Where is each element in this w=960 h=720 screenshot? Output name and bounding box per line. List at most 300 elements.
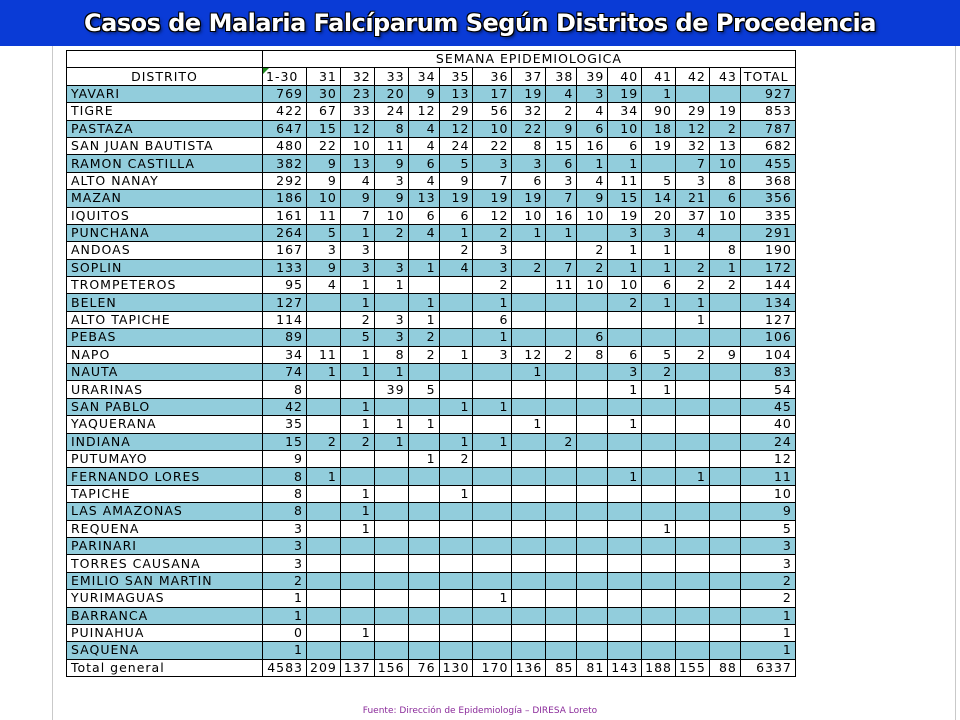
case-count-cell: 12 [340, 120, 374, 137]
district-name: URARINAS [67, 381, 263, 398]
case-count-cell: 6 [512, 172, 546, 189]
row-total-cell: 291 [740, 224, 795, 241]
case-count-cell: 3 [473, 346, 512, 363]
week-header-cell: 37 [512, 68, 546, 85]
case-count-cell: 6 [473, 311, 512, 328]
case-count-cell [408, 537, 439, 554]
case-count-cell [676, 433, 710, 450]
case-count-cell: 2 [408, 346, 439, 363]
case-count-cell [473, 607, 512, 624]
case-count-cell: 4 [408, 172, 439, 189]
case-count-cell: 186 [263, 190, 307, 207]
case-count-cell: 8 [709, 242, 740, 259]
table-body [67, 85, 796, 676]
row-total-cell: 853 [740, 103, 795, 120]
case-count-cell [439, 311, 473, 328]
table-row [67, 590, 796, 607]
case-count-cell: 10 [307, 190, 341, 207]
case-count-cell [709, 485, 740, 502]
case-count-cell: 6 [577, 329, 608, 346]
case-count-cell: 170 [473, 659, 512, 676]
case-count-cell [577, 485, 608, 502]
case-count-cell [512, 537, 546, 554]
case-count-cell: 10 [608, 277, 642, 294]
case-count-cell [709, 450, 740, 467]
case-count-cell [608, 590, 642, 607]
case-count-cell: 8 [263, 485, 307, 502]
case-count-cell: 35 [263, 416, 307, 433]
case-count-cell: 382 [263, 155, 307, 172]
case-count-cell [374, 537, 408, 554]
case-count-cell [676, 242, 710, 259]
case-count-cell [307, 607, 341, 624]
case-count-cell: 5 [439, 155, 473, 172]
case-count-cell [546, 468, 577, 485]
table-row [67, 624, 796, 641]
district-name: PUNCHANA [67, 224, 263, 241]
case-count-cell [473, 642, 512, 659]
table-row [67, 555, 796, 572]
district-name: SAN PABLO [67, 398, 263, 415]
case-count-cell [439, 624, 473, 641]
table-row [67, 259, 796, 276]
case-count-cell: 29 [439, 103, 473, 120]
case-count-cell [512, 485, 546, 502]
case-count-cell: 2 [546, 346, 577, 363]
row-total-cell: 2 [740, 590, 795, 607]
case-count-cell: 22 [307, 137, 341, 154]
case-count-cell: 10 [577, 277, 608, 294]
source-note: Fuente: Dirección de Epidemiología – DIRESA Loreto [362, 706, 598, 716]
row-total-cell: 3 [740, 555, 795, 572]
case-count-cell: 1 [439, 485, 473, 502]
case-count-cell [307, 572, 341, 589]
case-count-cell: 1 [340, 416, 374, 433]
case-count-cell [642, 155, 676, 172]
row-total-cell: 10 [740, 485, 795, 502]
case-count-cell: 37 [676, 207, 710, 224]
case-count-cell [512, 329, 546, 346]
case-count-cell: 3 [374, 172, 408, 189]
case-count-cell: 1 [439, 433, 473, 450]
case-count-cell: 2 [676, 259, 710, 276]
case-count-cell [439, 607, 473, 624]
case-count-cell: 9 [374, 190, 408, 207]
case-count-cell: 7 [546, 259, 577, 276]
case-count-cell: 19 [473, 190, 512, 207]
case-count-cell [546, 364, 577, 381]
case-count-cell [577, 381, 608, 398]
case-count-cell: 81 [577, 659, 608, 676]
case-count-cell: 3 [676, 172, 710, 189]
case-count-cell: 2 [546, 433, 577, 450]
case-count-cell: 2 [709, 277, 740, 294]
case-count-cell [608, 555, 642, 572]
case-count-cell: 1 [340, 294, 374, 311]
case-count-cell: 133 [263, 259, 307, 276]
district-name: SAQUENA [67, 642, 263, 659]
case-count-cell: 1 [512, 416, 546, 433]
case-count-cell: 1 [608, 416, 642, 433]
table-row [67, 572, 796, 589]
case-count-cell [608, 450, 642, 467]
total-header: TOTAL [740, 68, 795, 85]
case-count-cell: 3 [512, 155, 546, 172]
case-count-cell: 10 [608, 120, 642, 137]
row-total-cell: 104 [740, 346, 795, 363]
semana-header: SEMANA EPIDEMIOLOGICA [263, 51, 796, 68]
row-total-cell: 1 [740, 642, 795, 659]
case-count-cell [408, 520, 439, 537]
case-count-cell: 2 [473, 277, 512, 294]
case-count-cell [577, 294, 608, 311]
case-count-cell: 1 [473, 433, 512, 450]
district-name: SOPLIN [67, 259, 263, 276]
case-count-cell [709, 311, 740, 328]
case-count-cell [546, 485, 577, 502]
case-count-cell [408, 398, 439, 415]
case-count-cell: 7 [546, 190, 577, 207]
case-count-cell: 3 [374, 311, 408, 328]
week-header-cell: 41 [642, 68, 676, 85]
case-count-cell [642, 468, 676, 485]
case-count-cell [512, 607, 546, 624]
table-row [67, 450, 796, 467]
case-count-cell: 11 [307, 346, 341, 363]
case-count-cell [608, 503, 642, 520]
case-count-cell [642, 642, 676, 659]
case-count-cell: 1 [709, 259, 740, 276]
case-count-cell [374, 468, 408, 485]
case-count-cell: 15 [608, 190, 642, 207]
case-count-cell: 1 [439, 346, 473, 363]
case-count-cell [340, 642, 374, 659]
case-count-cell: 42 [263, 398, 307, 415]
case-count-cell: 30 [307, 85, 341, 102]
case-count-cell [709, 590, 740, 607]
week-header-cell: 42 [676, 68, 710, 85]
table-row [67, 137, 796, 154]
case-count-cell: 9 [307, 155, 341, 172]
case-count-cell: 12 [512, 346, 546, 363]
case-count-cell [408, 468, 439, 485]
case-count-cell: 8 [374, 120, 408, 137]
case-count-cell [709, 537, 740, 554]
case-count-cell: 1 [676, 294, 710, 311]
case-count-cell: 1 [608, 155, 642, 172]
case-count-cell [512, 555, 546, 572]
case-count-cell: 10 [709, 207, 740, 224]
case-count-cell: 3 [340, 259, 374, 276]
case-count-cell: 264 [263, 224, 307, 241]
week-header-cell: 36 [473, 68, 512, 85]
case-count-cell [374, 242, 408, 259]
case-count-cell [340, 607, 374, 624]
case-count-cell [307, 503, 341, 520]
week-header-cell: 32 [340, 68, 374, 85]
case-count-cell: 1 [642, 259, 676, 276]
case-count-cell: 1 [408, 294, 439, 311]
case-count-cell [676, 537, 710, 554]
case-count-cell: 6 [709, 190, 740, 207]
case-count-cell: 14 [642, 190, 676, 207]
case-count-cell [307, 329, 341, 346]
row-total-cell: 3 [740, 537, 795, 554]
case-count-cell [408, 433, 439, 450]
week-header-cell: 1-30 [263, 68, 307, 85]
case-count-cell: 10 [709, 155, 740, 172]
case-count-cell: 1 [608, 468, 642, 485]
case-count-cell [512, 450, 546, 467]
case-count-cell: 19 [608, 207, 642, 224]
case-count-cell: 1 [408, 311, 439, 328]
case-count-cell [546, 572, 577, 589]
case-count-cell [340, 572, 374, 589]
table-row [67, 346, 796, 363]
case-count-cell: 9 [263, 450, 307, 467]
case-count-cell: 167 [263, 242, 307, 259]
case-count-cell: 3 [340, 242, 374, 259]
row-total-cell: 12 [740, 450, 795, 467]
case-count-cell: 2 [546, 103, 577, 120]
district-name: YURIMAGUAS [67, 590, 263, 607]
case-count-cell: 1 [263, 607, 307, 624]
table-row [67, 433, 796, 450]
case-count-cell [709, 85, 740, 102]
district-name: TROMPETEROS [67, 277, 263, 294]
case-count-cell: 5 [642, 172, 676, 189]
case-count-cell: 6 [608, 346, 642, 363]
case-count-cell: 29 [676, 103, 710, 120]
case-count-cell [676, 590, 710, 607]
case-count-cell: 6 [408, 207, 439, 224]
case-count-cell [546, 607, 577, 624]
case-count-cell: 1 [608, 242, 642, 259]
case-count-cell: 1 [307, 364, 341, 381]
table-row [67, 607, 796, 624]
case-count-cell [374, 572, 408, 589]
district-name: NAPO [67, 346, 263, 363]
case-count-cell: 2 [577, 242, 608, 259]
case-count-cell: 114 [263, 311, 307, 328]
table-row [67, 207, 796, 224]
row-total-cell: 6337 [740, 659, 795, 676]
case-count-cell: 155 [676, 659, 710, 676]
row-total-cell: 45 [740, 398, 795, 415]
case-count-cell: 3 [608, 224, 642, 241]
case-count-cell [374, 503, 408, 520]
case-count-cell [577, 607, 608, 624]
case-count-cell: 3 [473, 259, 512, 276]
case-count-cell: 4 [676, 224, 710, 241]
case-count-cell: 1 [512, 224, 546, 241]
case-count-cell: 5 [340, 329, 374, 346]
table-row [67, 155, 796, 172]
case-count-cell [577, 537, 608, 554]
case-count-cell: 34 [608, 103, 642, 120]
district-name: EMILIO SAN MARTIN [67, 572, 263, 589]
case-count-cell: 422 [263, 103, 307, 120]
case-count-cell [439, 294, 473, 311]
case-count-cell [512, 503, 546, 520]
row-total-cell: 54 [740, 381, 795, 398]
case-count-cell [642, 398, 676, 415]
case-count-cell [374, 450, 408, 467]
case-count-cell: 8 [263, 503, 307, 520]
table-row [67, 311, 796, 328]
case-count-cell: 292 [263, 172, 307, 189]
row-total-cell: 1 [740, 624, 795, 641]
case-count-cell: 9 [307, 172, 341, 189]
case-count-cell: 1 [473, 329, 512, 346]
case-count-cell: 15 [546, 137, 577, 154]
case-count-cell: 1 [642, 242, 676, 259]
case-count-cell: 1 [374, 433, 408, 450]
case-count-cell [473, 450, 512, 467]
table-row [67, 242, 796, 259]
district-name: YAVARI [67, 85, 263, 102]
case-count-cell [512, 468, 546, 485]
cases-table [66, 50, 796, 677]
case-count-cell: 19 [512, 85, 546, 102]
case-count-cell: 188 [642, 659, 676, 676]
case-count-cell: 6 [642, 277, 676, 294]
case-count-cell [608, 311, 642, 328]
district-name: ANDOAS [67, 242, 263, 259]
case-count-cell [676, 503, 710, 520]
case-count-cell: 20 [642, 207, 676, 224]
case-count-cell [577, 642, 608, 659]
district-name: PUTUMAYO [67, 450, 263, 467]
case-count-cell: 3 [546, 172, 577, 189]
case-count-cell: 4 [439, 259, 473, 276]
case-count-cell: 1 [340, 224, 374, 241]
case-count-cell: 3 [577, 85, 608, 102]
case-count-cell: 4 [340, 172, 374, 189]
case-count-cell: 1 [374, 416, 408, 433]
case-count-cell: 1 [340, 485, 374, 502]
case-count-cell: 21 [676, 190, 710, 207]
case-count-cell: 13 [709, 137, 740, 154]
case-count-cell: 769 [263, 85, 307, 102]
case-count-cell: 2 [577, 259, 608, 276]
case-count-cell: 3 [374, 329, 408, 346]
case-count-cell: 76 [408, 659, 439, 676]
row-total-cell: 368 [740, 172, 795, 189]
case-count-cell: 1 [340, 520, 374, 537]
case-count-cell: 8 [512, 137, 546, 154]
case-count-cell [709, 364, 740, 381]
case-count-cell [709, 329, 740, 346]
table-row [67, 468, 796, 485]
district-name: MAZAN [67, 190, 263, 207]
case-count-cell [709, 381, 740, 398]
case-count-cell [608, 607, 642, 624]
case-count-cell: 1 [512, 364, 546, 381]
case-count-cell: 2 [340, 433, 374, 450]
case-count-cell: 7 [340, 207, 374, 224]
week-header-cell: 33 [374, 68, 408, 85]
row-total-cell: 682 [740, 137, 795, 154]
table-row [67, 224, 796, 241]
case-count-cell [676, 607, 710, 624]
case-count-cell [577, 503, 608, 520]
case-count-cell: 1 [642, 294, 676, 311]
row-total-cell: 106 [740, 329, 795, 346]
case-count-cell: 13 [439, 85, 473, 102]
district-name: NAUTA [67, 364, 263, 381]
case-count-cell [307, 450, 341, 467]
week-header-cell: 38 [546, 68, 577, 85]
case-count-cell [307, 381, 341, 398]
district-name: BELEN [67, 294, 263, 311]
case-count-cell: 3 [263, 537, 307, 554]
case-count-cell [408, 277, 439, 294]
case-count-cell [642, 450, 676, 467]
left-divider [52, 46, 53, 720]
case-count-cell [307, 485, 341, 502]
case-count-cell [408, 607, 439, 624]
case-count-cell [512, 590, 546, 607]
row-total-cell: 1 [740, 607, 795, 624]
district-name: TIGRE [67, 103, 263, 120]
case-count-cell: 1 [307, 468, 341, 485]
case-count-cell: 2 [473, 224, 512, 241]
case-count-cell [340, 450, 374, 467]
case-count-cell: 10 [473, 120, 512, 137]
district-name: TORRES CAUSANA [67, 555, 263, 572]
case-count-cell [512, 520, 546, 537]
case-count-cell: 156 [374, 659, 408, 676]
case-count-cell [676, 624, 710, 641]
case-count-cell: 9 [439, 172, 473, 189]
case-count-cell [642, 416, 676, 433]
case-count-cell: 8 [263, 381, 307, 398]
case-count-cell: 3 [608, 364, 642, 381]
case-count-cell [608, 624, 642, 641]
case-count-cell: 1 [546, 224, 577, 241]
case-count-cell: 1 [408, 259, 439, 276]
district-name: PUINAHUA [67, 624, 263, 641]
case-count-cell [608, 329, 642, 346]
case-count-cell [374, 294, 408, 311]
case-count-cell: 11 [546, 277, 577, 294]
case-count-cell [374, 520, 408, 537]
case-count-cell: 67 [307, 103, 341, 120]
case-count-cell [546, 503, 577, 520]
case-count-cell [608, 537, 642, 554]
case-count-cell: 10 [577, 207, 608, 224]
case-count-cell: 1 [642, 85, 676, 102]
case-count-cell: 2 [408, 329, 439, 346]
case-count-cell: 2 [263, 572, 307, 589]
case-count-cell: 15 [307, 120, 341, 137]
case-count-cell: 9 [546, 120, 577, 137]
case-count-cell: 2 [642, 364, 676, 381]
case-count-cell: 89 [263, 329, 307, 346]
case-count-cell: 2 [439, 242, 473, 259]
case-count-cell [374, 590, 408, 607]
case-count-cell [676, 364, 710, 381]
case-count-cell [546, 416, 577, 433]
case-count-cell [473, 520, 512, 537]
case-count-cell: 11 [307, 207, 341, 224]
case-count-cell [676, 416, 710, 433]
case-count-cell [473, 364, 512, 381]
case-count-cell [642, 607, 676, 624]
case-count-cell [374, 642, 408, 659]
case-count-cell: 4 [577, 172, 608, 189]
